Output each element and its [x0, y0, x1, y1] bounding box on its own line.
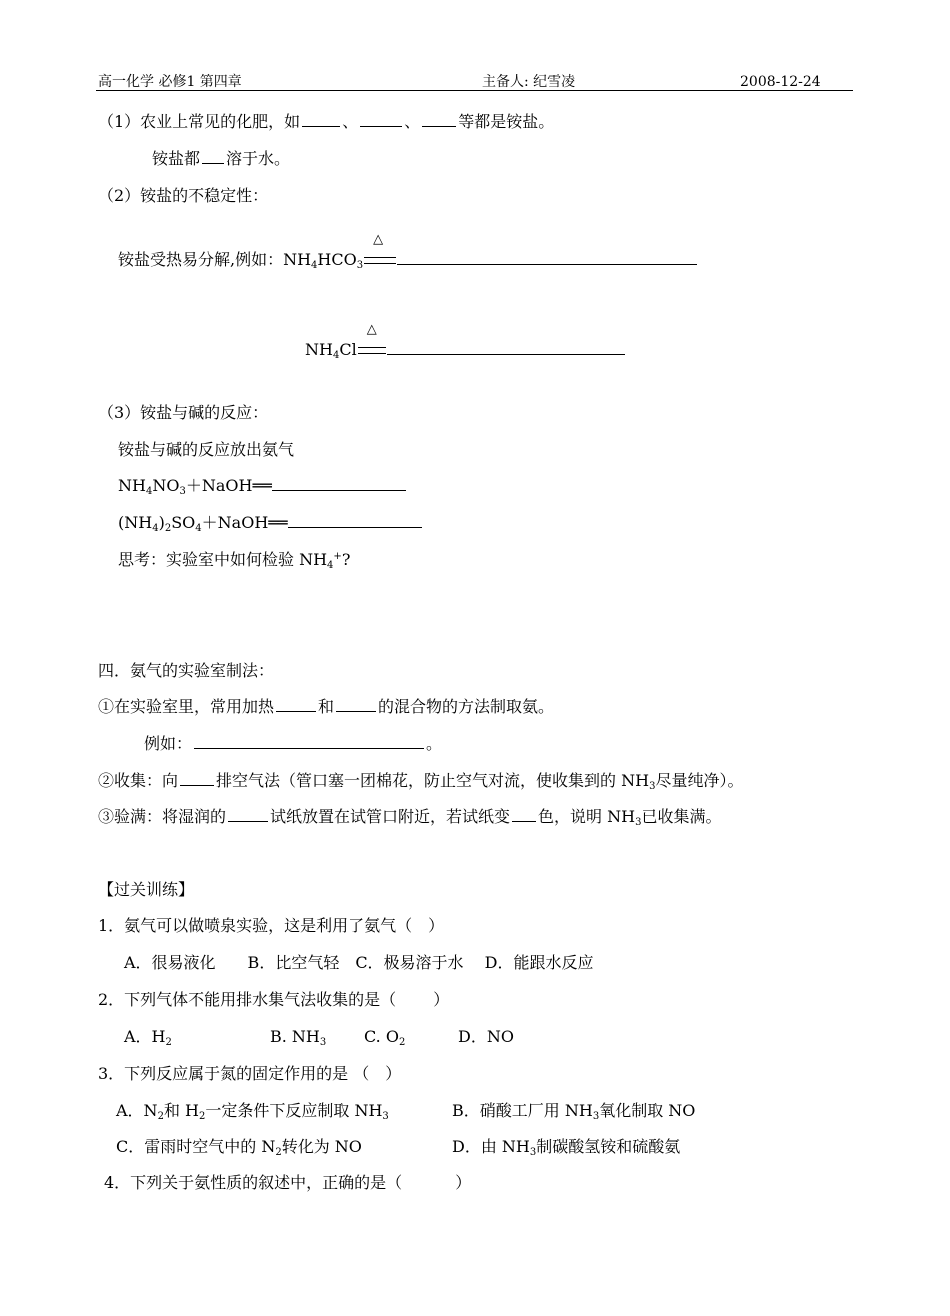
- s1-line2: 铵盐都 溶于水。: [152, 149, 291, 168]
- header-preparer: 主备人: 纪雪凌: [482, 74, 576, 90]
- header-rule: [96, 90, 853, 91]
- blank-reagent-2: [336, 697, 376, 712]
- blank-answer-nh4hco3: [397, 250, 697, 265]
- question-1: 1．氨气可以做喷泉实验，这是利用了氨气（ ）: [98, 916, 445, 935]
- blank-solubility: [202, 149, 224, 164]
- s2-eq2: $NH_4Cl$ △: [305, 340, 627, 360]
- s4-item2: ②收集：向 排空气法（管口塞一团棉花，防止空气对流，使收集到的 $NH_3$尽量纯净）。: [98, 771, 744, 792]
- double-line: [358, 347, 386, 354]
- s3-desc: 铵盐与碱的反应放出氨气: [118, 440, 295, 459]
- blank-answer-nh42so4: [288, 513, 422, 528]
- s3-eq2: $(NH_4)_2SO_4+NaOH══$: [118, 513, 424, 533]
- question-4: 4．下列关于氨性质的叙述中，正确的是（ ）: [104, 1173, 472, 1192]
- question-3: 3．下列反应属于氮的固定作用的是 （ ）: [98, 1064, 402, 1083]
- s4-item1: ①在实验室里，常用加热 和 的混合物的方法制取氨。: [98, 697, 555, 716]
- q2-option-b: B. $NH_3$: [270, 1027, 327, 1048]
- q3-option-d: D．由 $NH_3$制碳酸氢铵和硫酸氨: [452, 1137, 681, 1158]
- s2-eq1: 铵盐受热易分解,例如：$NH_4HCO_3$ △: [118, 250, 699, 270]
- s4-title: 四．氨气的实验室制法：: [98, 661, 275, 680]
- s2-title: （2）铵盐的不稳定性：: [98, 186, 269, 205]
- blank-fertilizer-1: [302, 112, 340, 127]
- q3-option-c: C．雷雨时空气中的 $N_2$转化为 NO: [116, 1137, 362, 1158]
- blank-reagent-1: [276, 697, 316, 712]
- blank-fertilizer-2: [360, 112, 402, 127]
- blank-answer-nh4no3: [272, 476, 406, 491]
- q2-option-c: C. $O_2$: [364, 1027, 406, 1048]
- header-date: 2008-12-24: [740, 74, 821, 90]
- question-1-options: A．很易液化 B．比空气轻 C．极易溶于水 D．能跟水反应: [124, 953, 594, 972]
- s3-think: 思考：实验室中如何检验 $NH_4^+$?: [118, 550, 351, 571]
- s3-eq1: $NH_4NO_3+NaOH══$: [118, 476, 408, 496]
- double-line: [364, 257, 396, 264]
- blank-paper-type: [228, 807, 268, 822]
- q3-option-a: A．$N_2$和 $H_2$一定条件下反应制取 $NH_3$: [116, 1101, 389, 1122]
- blank-example-equation: [194, 734, 424, 749]
- q2-option-d: D．NO: [458, 1027, 514, 1046]
- blank-fertilizer-3: [422, 112, 456, 127]
- blank-color: [512, 807, 536, 822]
- q2-option-a: A．$H_2$: [124, 1027, 172, 1048]
- training-title: 【过关训练】: [98, 880, 195, 899]
- delta-symbol: △: [373, 232, 384, 247]
- q3-option-b: B．硝酸工厂用 $NH_3$氧化制取 NO: [452, 1101, 696, 1122]
- s4-example: 例如： 。: [144, 734, 443, 753]
- s1-line1: （1）农业上常见的化肥，如 、 、 等都是铵盐。: [98, 112, 555, 131]
- header-course: 高一化学 必修1 第四章: [98, 74, 242, 90]
- blank-air-direction: [180, 771, 214, 786]
- delta-symbol: △: [366, 322, 377, 337]
- s4-item3: ③验满：将湿润的 试纸放置在试管口附近，若试纸变 色，说明 $NH_3$已收集满。: [98, 807, 722, 828]
- blank-answer-nh4cl: [387, 340, 625, 355]
- s3-title: （3）铵盐与碱的反应：: [98, 403, 269, 422]
- question-2: 2．下列气体不能用排水集气法收集的是（ ）: [98, 990, 450, 1009]
